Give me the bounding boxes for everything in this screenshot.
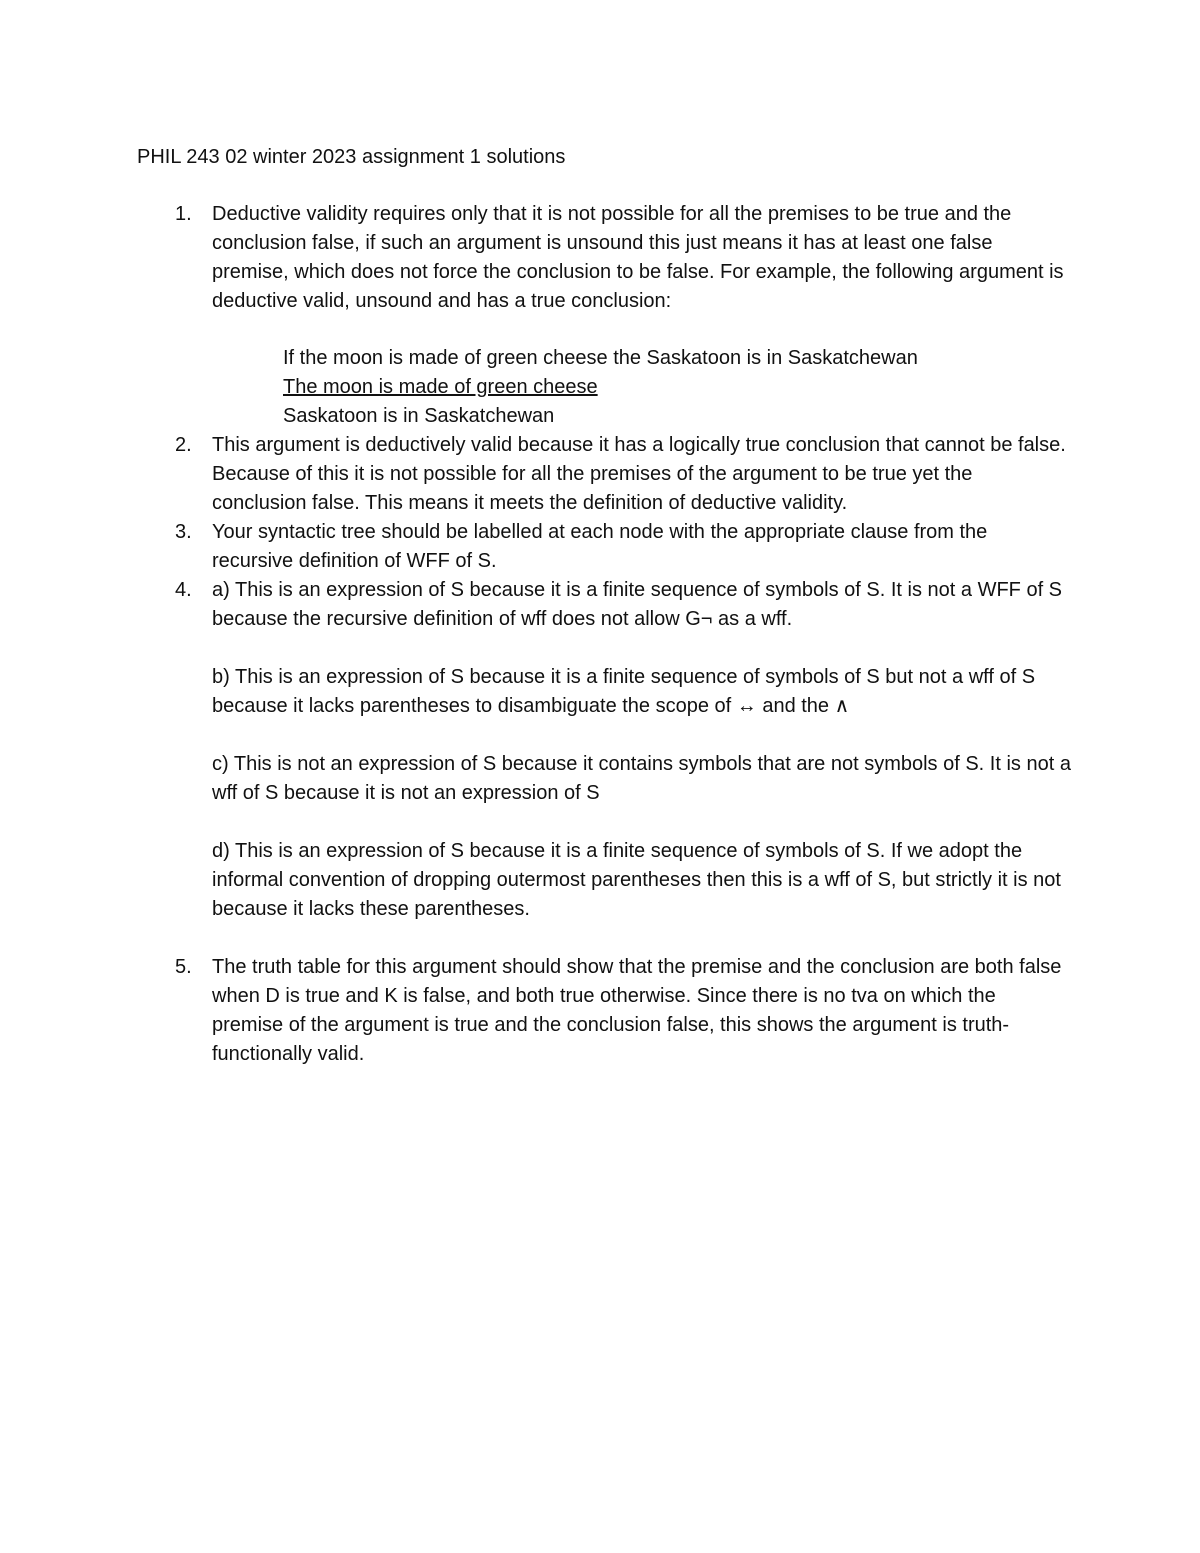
item-body [212,518,1072,576]
item-number: 1. [175,203,192,225]
item-number: 5. [175,956,192,978]
argument-premise-2: The moon is made of green cheese [283,376,598,398]
list-item-2 [137,431,1072,518]
item-text: The truth table for this argument should show that the premise and the conclusion are both false when D is true and K is false, and both true otherwise. Since there is no tva on which the premise of the argument is true and the conclusion false, this shows the argument is truth-functionally valid. [212,956,1062,1065]
list-item-1 [137,200,1072,431]
item-text: Deductive validity requires only that it is not possible for all the premises to be true and the conclusion false, if such an argument is unsound this just means it has at least one false premise, which does not force the conclusion to be false. For example, the following argument is deductive valid, unsound and has a true conclusion: [212,203,1064,312]
item-body [212,431,1072,518]
list-item-4 [137,576,1072,924]
item-part-d: d) This is an expression of S because it is a finite sequence of symbols of S. If we adopt the informal convention of dropping outermost parentheses then this is a wff of S, but strictly it is not because it lacks these parentheses. [212,840,1061,920]
item-body [212,576,1072,924]
solutions-list [137,200,1072,1069]
item-text: Your syntactic tree should be labelled at each node with the appropriate clause from the recursive definition of WFF of S. [212,521,988,572]
argument-conclusion: Saskatoon is in Saskatchewan [283,405,555,427]
item-part-b: b) This is an expression of S because it is a finite sequence of symbols of S but not a wff of S because it lacks parentheses to disambiguate the scope of ↔ and the ∧ [212,666,1036,717]
example-argument [283,344,1072,431]
list-item-5 [137,953,1072,1069]
item-number: 2. [175,434,192,456]
item-number: 3. [175,521,192,543]
item-part-a: a) This is an expression of S because it is a finite sequence of symbols of S. It is not a WFF of S because the recursive definition of wff does not allow G¬ as a wff. [212,579,1063,630]
list-item-3 [137,518,1072,576]
item-part-c: c) This is not an expression of S because it contains symbols that are not symbols of S. It is not a wff of S because it is not an expression of S [212,753,1071,804]
argument-premise-1: If the moon is made of green cheese the Saskatoon is in Saskatchewan [283,347,918,369]
document-title: PHIL 243 02 winter 2023 assignment 1 solutions [137,146,566,168]
item-body [212,953,1072,1069]
item-text: This argument is deductively valid because it has a logically true conclusion that cannot be false. Because of this it is not possible for all the premises of the argument to be true yet the conclusion false. This means it meets the definition of deductive validity. [212,434,1066,514]
item-body [212,200,1072,431]
item-number: 4. [175,579,192,601]
